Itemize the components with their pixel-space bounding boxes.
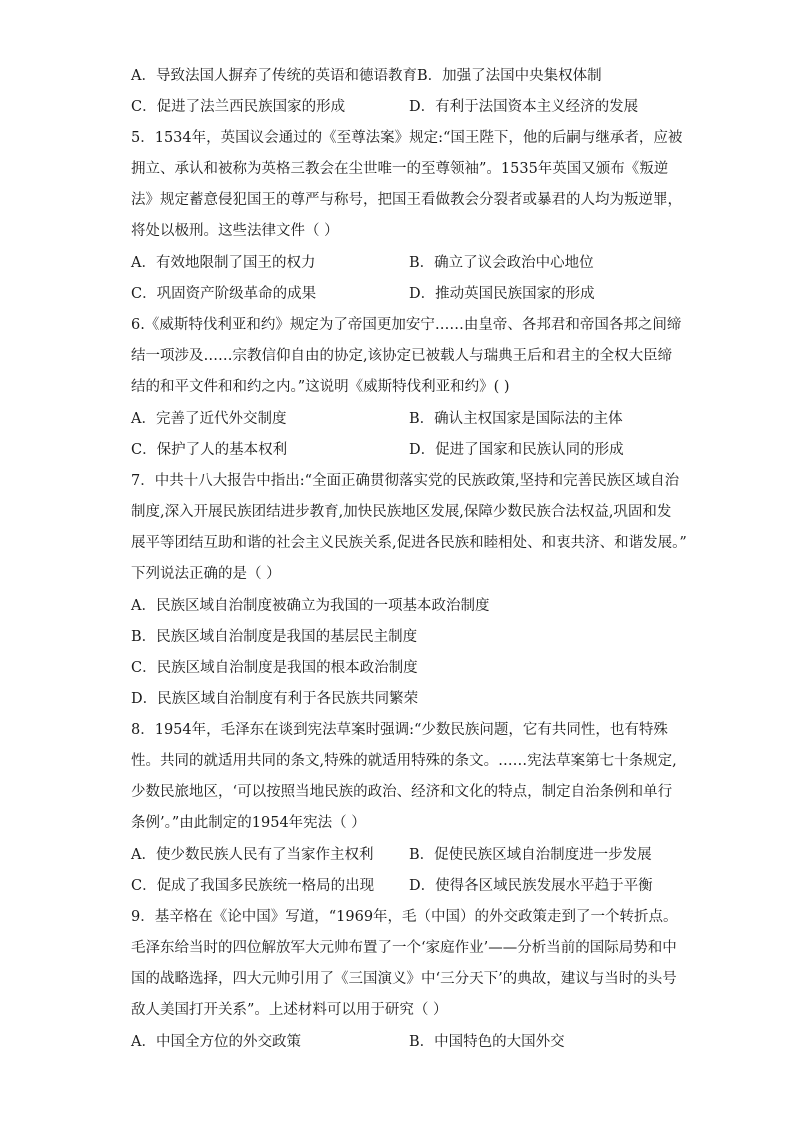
q9-option-b: B．中国特色的大国外交	[409, 1034, 565, 1050]
q5-stem-line-4: 将处以极刑。这些法律文件（ ）	[131, 223, 339, 239]
q5-option-b: B．确立了议会政治中心地位	[409, 255, 594, 271]
q5-option-row-ab	[131, 253, 691, 273]
q7-stem-line-3: 展平等团结互助和谐的社会主义民族关系,促进各民族和睦相处、和衷共济、和谐发展。”	[131, 535, 687, 551]
q4-option-a-b: A．导致法国人摒弃了传统的英语和德语教育B．加强了法国中央集权体制	[131, 68, 602, 84]
q8-option-row-ab	[131, 845, 691, 865]
q8-option-c: C．促成了我国多民族统一格局的出现	[131, 878, 375, 894]
q6-option-c: C．保护了人的基本权利	[131, 442, 288, 458]
q5-option-a: A．有效地限制了国王的权力	[131, 255, 316, 271]
q5-option-row-cd	[131, 284, 691, 304]
q6-stem-line-3: 结的和平文件和和约之内。”这说明《威斯特伐利亚和约》( )	[131, 379, 510, 395]
q4-option-c: C．促进了法兰西民族国家的形成	[131, 99, 346, 115]
q8-option-d: D．使得各区域民族发展水平趋于平衡	[409, 878, 653, 894]
q9-option-a: A．中国全方位的外交政策	[131, 1034, 301, 1050]
q8-stem-line-3: 少数民旅地区，‘可以按照当地民族的政治、经济和文化的特点，制定自治条例和单行	[131, 784, 673, 800]
q7-stem-line-4: 下列说法正确的是（ ）	[131, 566, 281, 582]
q8-option-b: B．促使民族区域自治制度进一步发展	[409, 847, 652, 863]
q5-stem-line-3: 法》规定蓄意侵犯国王的尊严与称号，把国王看做教会分裂者或暴君的人均为叛逆罪，	[131, 192, 682, 208]
q8-stem-line-4: 条例’。”由此制定的1954年宪法（ ）	[131, 815, 366, 831]
q9-stem-line-3: 国的战略选择，四大元帅引用了《三国演义》中‘三分天下’的典故，建议与当时的头号	[131, 971, 677, 987]
q5-option-d: D．推动英国民族国家的形成	[409, 286, 595, 302]
q5-stem-line-2: 拥立、承认和被称为英格三教会在尘世唯一的至尊领袖”。1535年英国又颁布《叛逆	[131, 161, 669, 177]
q4-option-row-cd	[131, 97, 691, 117]
q4-option-d: D．有利于法国资本主义经济的发展	[409, 99, 639, 115]
q6-stem-line-1: 6.《威斯特伐利亚和约》规定为了帝国更加安宁……由皇帝、各邦君和帝国各邦之间缔	[131, 317, 682, 333]
q8-option-row-cd	[131, 876, 691, 896]
q6-option-row-cd	[131, 440, 691, 460]
q6-option-a: A．完善了近代外交制度	[131, 411, 287, 427]
q7-stem-line-1: 7．中共十八大报告中指出:“全面正确贯彻落实党的民族政策,坚持和完善民族区域自治	[131, 473, 680, 489]
q7-stem-line-2: 制度,深入开展民族团结进步教育,加快民族地区发展,保障少数民族合法权益,巩固和发	[131, 504, 672, 520]
q5-option-c: C．巩固资产阶级革命的成果	[131, 286, 317, 302]
q7-option-a: A．民族区域自治制度被确立为我国的一项基本政治制度	[131, 598, 490, 614]
q8-stem-line-2: 性。共同的就适用共同的条文,特殊的就适用特殊的条文。……宪法草案第七十条规定,	[131, 753, 677, 769]
q9-stem-line-2: 毛泽东给当时的四位解放军大元帅布置了一个‘家庭作业’——分析当前的国际局势和中	[131, 940, 677, 956]
q8-stem-line-1: 8．1954年，毛泽东在谈到宪法草案时强调:“少数民族问题，它有共同性，也有特殊	[131, 722, 668, 738]
q9-stem-line-1: 9．基辛格在《论中国》写道，“1969年，毛（中国）的外交政策走到了一个转折点。	[131, 909, 678, 925]
q7-option-d: D．民族区域自治制度有利于各民族共同繁荣	[131, 691, 419, 707]
q7-option-b: B．民族区域自治制度是我国的基层民主制度	[131, 629, 418, 645]
q9-stem-line-4: 敌人美国打开关系”。上述材料可以用于研究（ ）	[131, 1002, 448, 1018]
q6-option-b: B．确认主权国家是国际法的主体	[409, 411, 623, 427]
q6-option-row-ab	[131, 409, 691, 429]
q6-stem-line-2: 结一项涉及……宗教信仰自由的协定,该协定已被载人与瑞典王后和君主的全权大臣缔	[131, 348, 673, 364]
q9-option-row-ab	[131, 1032, 691, 1052]
q6-option-d: D．促进了国家和民族认同的形成	[409, 442, 624, 458]
q8-option-a: A．使少数民族人民有了当家作主权利	[131, 847, 374, 863]
q5-stem-line-1: 5．1534年，英国议会通过的《至尊法案》规定:“国王陛下，他的后嗣与继承者，应被	[131, 130, 683, 146]
q7-option-c: C．民族区域自治制度是我国的根本政治制度	[131, 660, 418, 676]
